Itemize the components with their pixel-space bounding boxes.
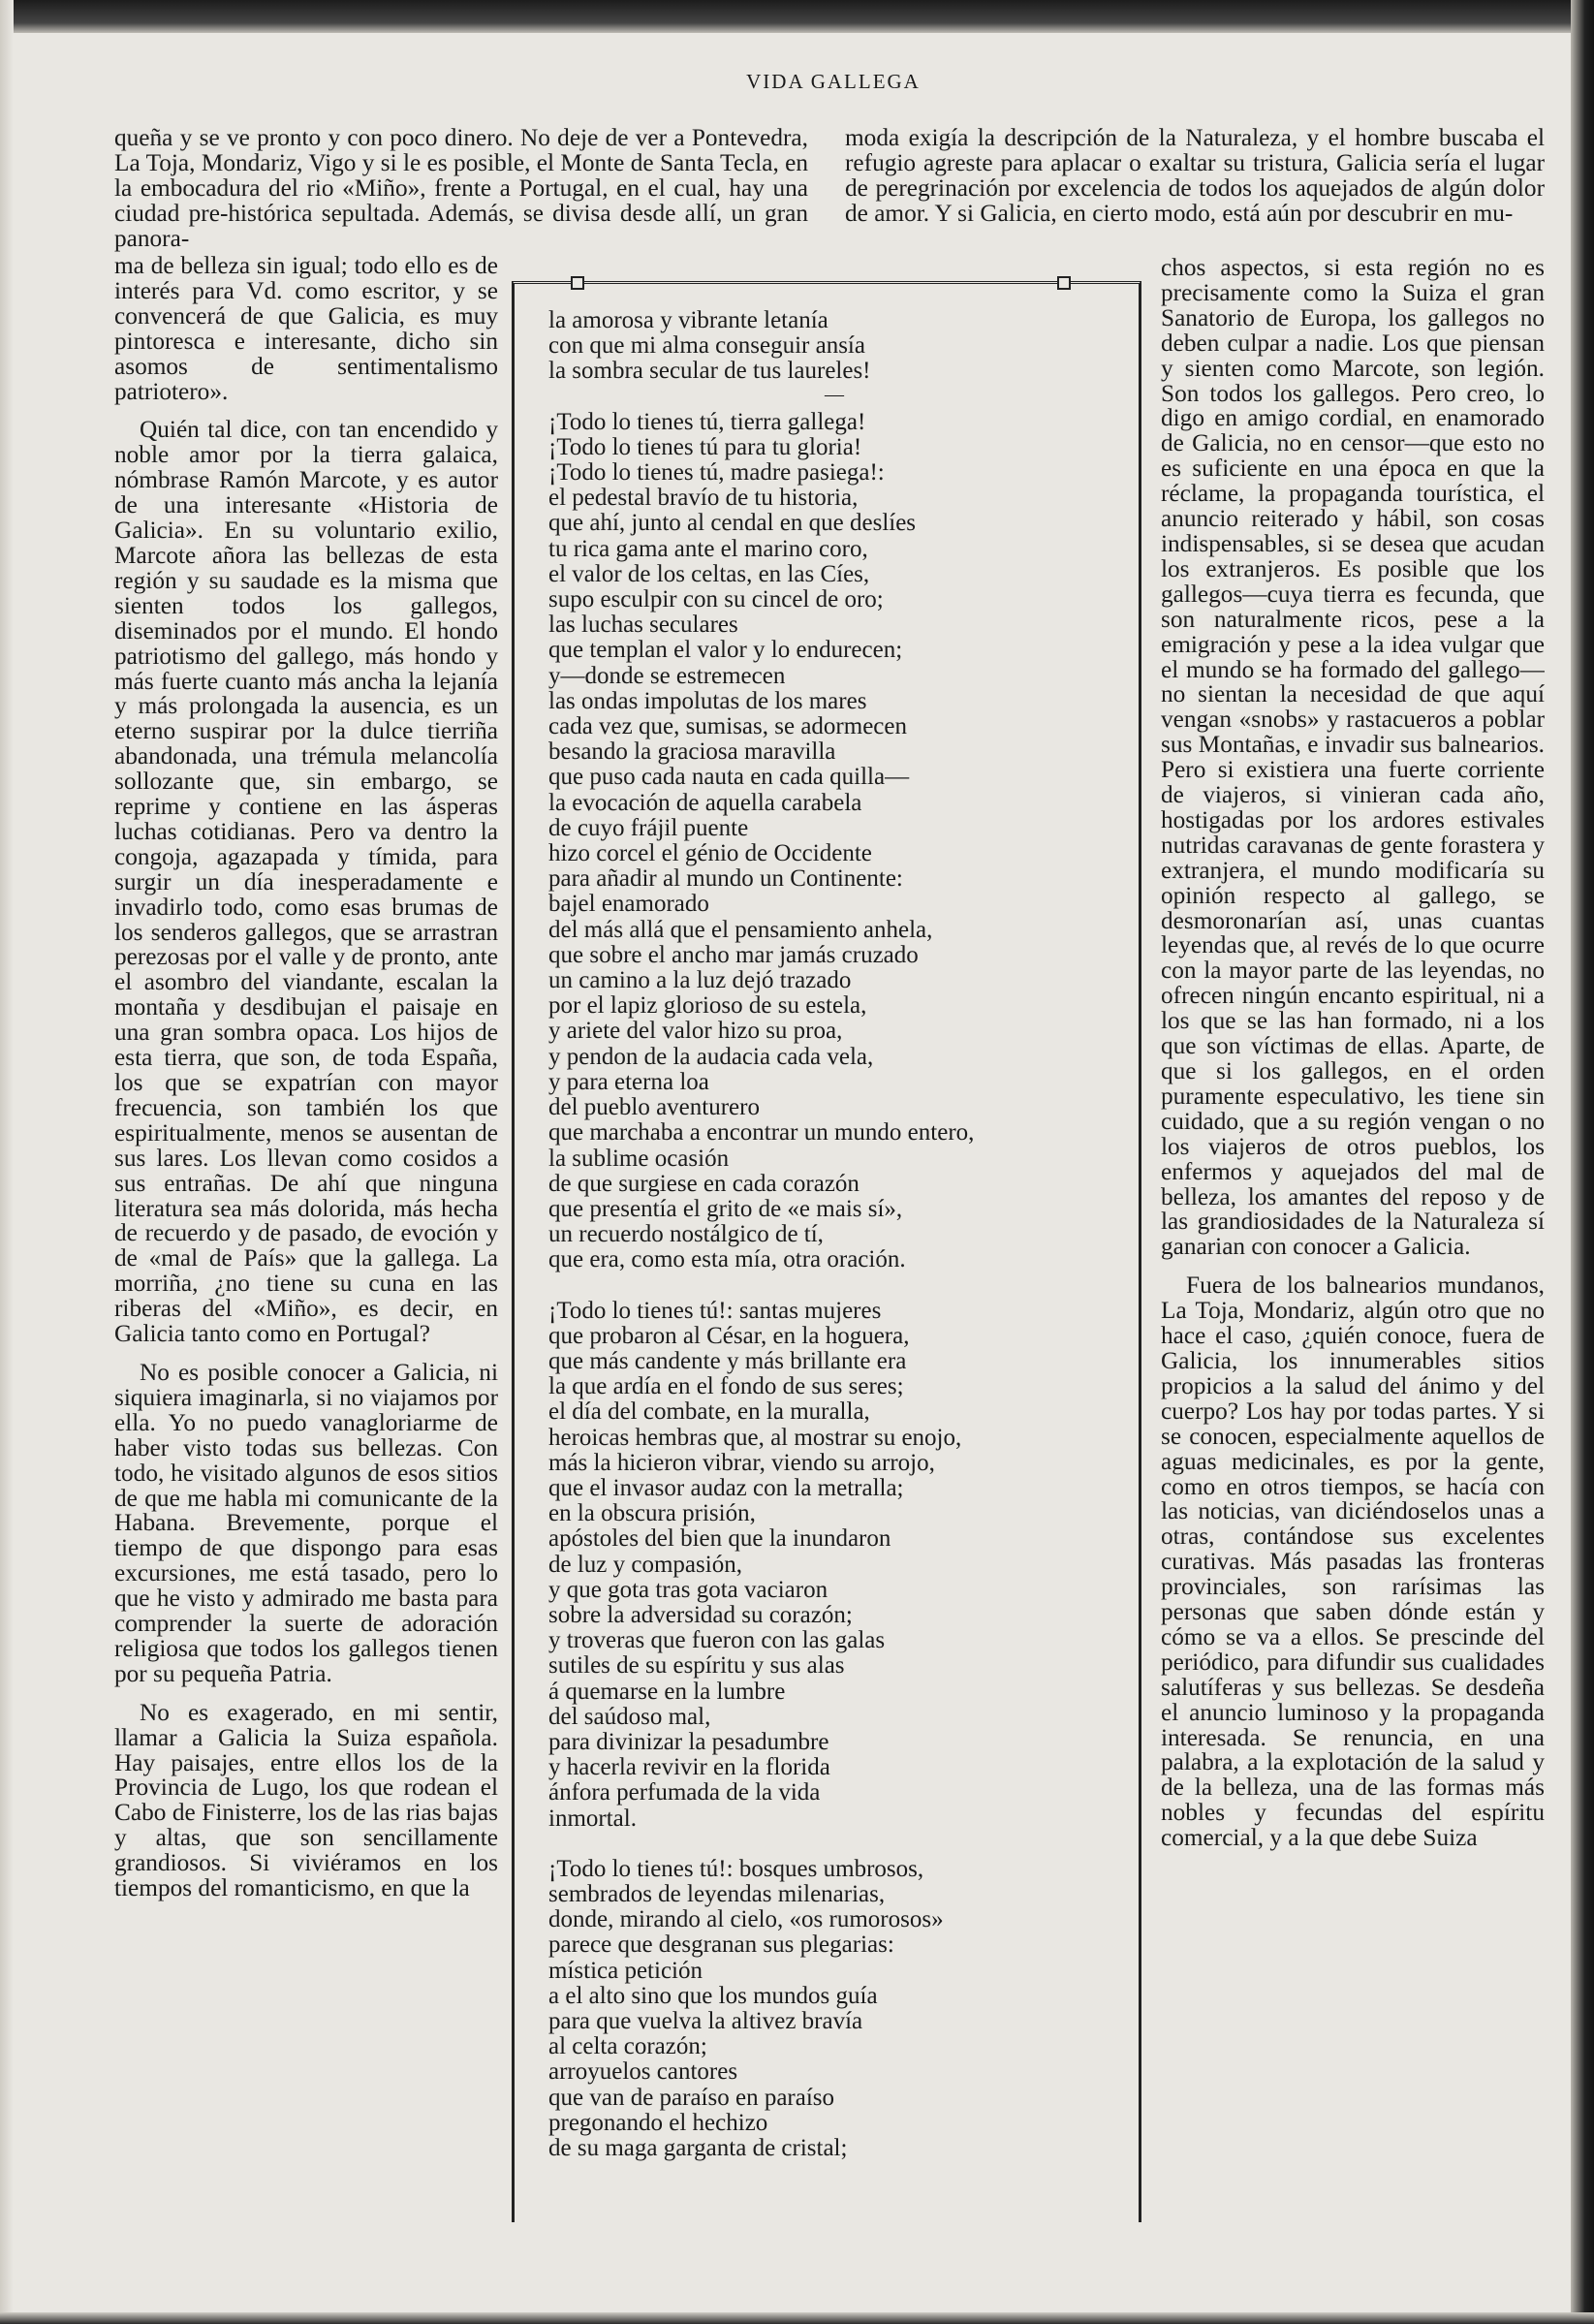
poem-line: cada vez que, sumisas, se adormecen [548,713,907,740]
poem-line: más la hicieron vibrar, viendo su arrojo, [548,1449,935,1476]
poem-line: sobre la adversidad su corazón; [548,1601,853,1628]
poem-line: ¡Todo lo tienes tú!: bosques umbrosos, [548,1855,924,1882]
poem-line: por el lapiz glorioso de su estela, [548,992,867,1020]
poem-line: a el alto sino que los mundos guía [548,1982,878,2009]
poem-line: donde, mirando al cielo, «os rumorosos» [548,1906,944,1933]
poem-line: besando la graciosa maravilla [548,738,836,766]
right-paragraph-1: chos aspectos, si esta región no es precisamente como la Suiza el gran Sanatorio de Europa, los gallegos no deben culpar a nadie. Los que piensan y sienten como Marcote, son legión. Son todos los gallegos. Pero creo, lo digo en amigo cordial, en enamorado de Galicia, no en censor—que esto no es suficiente en una época en que la réclame, la propaganda tourística, el anuncio reiterado y hábil, son cosas indispensables, si se desea que acudan los extranjeros. Es posible que los gallegos—cuya tierra es fecunda, que son naturalmente ricos, pese a la emigración y pese a la idea vulgar que el mundo se ha formado del gallego—no sientan la necesidad de que aquí vengan «snobs» y rastacueros a poblar sus Montañas, e invadir sus balnearios. Pero si existiera una fuerte corriente de viajeros, si vinieran cada año, hostigadas por los ardores estivales nutridas caravanas de gente forastera y extranjera, el mundo modificaría su opinión respecto al gallego, se desmoronarían así, unas cuantas leyendas que, al revés de lo que ocurre con la mayor parte de las leyendas, no ofrecen ningún encanto espiritual, ni a los que se las han formado, ni a los que son víctimas de ellas. Aparte, de que si los gallegos, en el orden puramente especulativo, les tiene sin cuidado, que a su región vengan o no los viajeros de otros pueblos, los enfermos y aquejados del mal de belleza, los amantes del reposo y de las grandiosidades de la Naturaleza sí ganarian con conocer a Galicia. [1161,256,1545,1261]
poem-line: y ariete del valor hizo su proa, [548,1018,843,1045]
poem-line: un recuerdo nostálgico de tí, [548,1221,824,1248]
poem-line: del saúdoso mal, [548,1703,711,1730]
left-paragraph-1: ma de belleza sin igual; todo ello es de interés para Vd. como escritor, y se convencerá de que Galicia, es muy pintoresca e interesante, dicho sin asomos de sentimentalismo patriotero». [114,254,498,405]
poem-line: pregonando el hechizo [548,2109,768,2136]
poem-line: de su maga garganta de cristal; [548,2135,848,2162]
poem-line: ¡Todo lo tienes tú para tu gloria! [548,433,862,460]
poem-line: y troveras que fueron con las galas [548,1627,886,1654]
poem-line: ánfora perfumada de la vida [548,1779,821,1806]
poem-line: parece que desgranan sus plegarias: [548,1931,894,1959]
frame-ornament [571,276,584,290]
poem-line: la evocación de aquella carabela [548,789,862,816]
poem-line: y que gota tras gota vaciaron [548,1576,828,1603]
poem-line: bajel enamorado [548,891,709,918]
left-paragraph-2: Quién tal dice, con tan encendido y noble amor por la tierra galaica, nómbrase Ramón Marcote, y es autor de una interesante «Historia de Galicia». En su voluntario exilio, Marcote añora las bellezas de esta región y su saudade es la misma que sienten todos los gallegos, diseminados por el mundo. El hondo patriotismo del gallego, más hondo y más fuerte cuanto más ancha la lejanía y más prolongada la ausencia, es un eterno suspirar por la dulce tierriña abandonada, una trémula melancolía sollozante que, sin embargo, se reprime y contiene en las ásperas luchas cotidianas. Pero va dentro la congoja, agazapada y tímida, para surgir un día inesperadamente e invadirlo todo, como esas brumas de los senderos gallegos, que se arrastran perezosas por el valle y de pronto, ante el asombro del viandante, escalan la montaña y desdibujan el paisaje en una gran sombra opaca. Los hijos de esta tierra, que son, de toda España, los que se expatrían con mayor frecuencia, son también los que espiritualmente, menos se ausentan de sus lares. Los llevan como cosidos a sus entrañas. De ahí que ninguna literatura sea más dolorida, más hecha de recuerdo y de pasado, de evoción y de «mal de País» que la gallega. La morriña, ¿no tiene su cuna en las riberas del «Miño», es decir, en Galicia tanto como en Portugal? [114,416,498,1348]
poem-line: que marchaba a encontrar un mundo entero, [548,1119,975,1146]
running-head: VIDA GALLEGA [746,70,921,93]
poem-line: en la obscura prisión, [548,1500,756,1527]
poem-line: mística petición [548,1957,703,1984]
poem-line: la amorosa y vibrante letanía [548,307,828,333]
poem-line: sembrados de leyendas milenarias, [548,1880,886,1907]
poem-line: ¡Todo lo tienes tú!: santas mujeres [548,1297,882,1324]
poem-line: la sublime ocasión [548,1145,730,1172]
page-edge-top [0,0,1594,33]
poem-stanza [548,410,1120,1273]
poem-line: un camino a la luz dejó trazado [548,967,852,994]
page-edge-left [0,0,14,2324]
poem-line: y hacerla revivir en la florida [548,1754,830,1781]
poem-line: que más candente y más brillante era [548,1347,907,1374]
poem-line: heroicas hembras que, al mostrar su enojo, [548,1424,962,1451]
poem-line: ¡Todo lo tienes tú, madre pasiega!: [548,459,885,487]
poem-line: de cuyo frájil puente [548,814,749,841]
left-paragraph-3: No es posible conocer a Galicia, ni siquiera imaginarla, si no viajamos por ella. Yo no puedo vanagloriarme de haber visto todas sus bellezas. Con todo, he visitado algunos de esos sitios de que me habla mi comunicante de la Habana. Brevemente, porque el tiempo de que dispongo para esas excursiones, me está tasado, pero lo que he visto y admirado me basta para comprender la suerte de adoración religiosa que todos los gallegos tienen por su pequeña Patria. [114,1358,498,1687]
poem-line: las ondas impolutas de los mares [548,687,867,714]
top-right-text [845,126,1545,252]
poem-line: el valor de los celtas, en las Cíes, [548,560,870,587]
poem-line: que puso cada nauta en cada quilla— [548,764,910,791]
poem-line: el pedestal bravío de tu historia, [548,485,859,512]
poem-line: para añadir al mundo un Continente: [548,865,903,893]
poem-line: que probaron al César, en la hoguera, [548,1322,910,1349]
poem-line: que sobre el ancho mar jamás cruzado [548,941,919,968]
poem-line: supo esculpir con su cincel de oro; [548,586,884,613]
stanza-separator: — [825,383,844,405]
poem-line: que era, como esta mía, otra oración. [548,1246,906,1273]
poem-line: que el invasor audaz con la metralla; [548,1474,904,1501]
poem-line: con que mi alma conseguir ansía [548,332,865,360]
poem-line: inmortal. [548,1805,637,1832]
frame-ornament [1057,276,1071,290]
poem-line: sutiles de su espíritu y sus alas [548,1652,845,1680]
poem-line: que templan el valor y lo endurecen; [548,637,903,664]
top-left-paragraph: queña y se ve pronto y con poco dinero. No deje de ver a Pontevedra, La Toja, Mondariz, Vigo y si le es posible, el Monte de Santa Tecla, en la embocadura del rio «Miño», frente a Portugal, en el cual, hay una ciudad pre-histórica sepultada. Además, se divisa desde allí, un gran panora- [114,126,808,252]
poem-line: y pendon de la audacia cada vela, [548,1043,874,1070]
poem-line: el día del combate, en la muralla, [548,1398,870,1426]
left-paragraph-4: No es exagerado, en mi sentir, llamar a Galicia la Suiza española. Hay paisajes, entre ellos los de la Provincia de Lugo, los que rodean el Cabo de Finisterre, los de las rias bajas y altas, que son sencillamente grandiosos. Si viviéramos en los tiempos del romanticismo, en que la [114,1698,498,1902]
poem-line: á quemarse en la lumbre [548,1678,786,1705]
poem-line: para que vuelva la altivez bravía [548,2008,863,2034]
poem-line: de que surgiese en cada corazón [548,1170,860,1197]
poem [548,308,1120,2161]
poem-stanza [548,308,1120,385]
poem-line: del más allá que el pensamiento anhela, [548,916,933,943]
poem-line: que ahí, junto al cendal en que deslíes [548,510,917,537]
top-right-paragraph: moda exigía la descripción de la Naturaleza, y el hombre buscaba el refugio agreste para aplacar o exaltar su tristura, Galicia sería el lugar de peregrinación por excelencia de todos los aquejados de algún dolor de amor. Y si Galicia, en cierto modo, está aún por descubrir en mu- [845,126,1545,227]
poem-stanza [548,1299,1120,1832]
right-paragraph-2: Fuera de los balnearios mundanos, La Toja, Mondariz, algún otro que no hace el caso, ¿quién conoce, fuera de Galicia, los innumerables sitios propicios a la salud del ánimo y del cuerpo? Los hay por todas partes. Y si se conocen, especialmente aquellos de aguas medicinales, es por la gente, como en otros tiempos, se hacía con las noticias, van diciéndoselos unas a otras, contándose sus excelentes curativas. Más pasadas las fronteras provinciales, son rarísimas las personas que saben dónde están y cómo se va a ellos. Se prescinde del periódico, para difundir sus cualidades salutíferas y sus bellezas. Se desdeña el anuncio luminoso y la propaganda interesada. Se renuncia, en una palabra, a la explotación de la salud y de la belleza, una de las formas más nobles y fecundas del espíritu comercial, y a la que debe Suiza [1161,1272,1545,1852]
poem-line: que presentía el grito de «e mais sí», [548,1195,903,1222]
poem-line: para divinizar la pesadumbre [548,1728,829,1755]
page-edge-right [1571,0,1594,2324]
poem-line: que van de paraíso en paraíso [548,2084,835,2111]
right-column [1161,256,1545,2204]
poem-line: la sombra secular de tus laureles! [548,358,871,385]
poem-line: arroyuelos cantores [548,2058,738,2086]
poem-stanza [548,1857,1120,2161]
poem-line: y—donde se estremecen [548,662,786,689]
poem-line: de luz y compasión, [548,1551,742,1578]
poem-line: y para eterna loa [548,1068,709,1095]
page-edge-bottom [0,2312,1594,2324]
poem-line: al celta corazón; [548,2033,707,2060]
poem-line: del pueblo aventurero [548,1094,760,1121]
left-column [114,254,498,2202]
poem-line: las luchas seculares [548,612,738,639]
top-left-text [114,126,808,252]
poem-line: hizo corcel el génio de Occidente [548,840,872,867]
poem-line: tu rica gama ante el marino coro, [548,535,868,562]
poem-line: apóstoles del bien que la inundaron [548,1525,891,1553]
poem-line: la que ardía en el fondo de sus seres; [548,1373,904,1400]
poem-line: ¡Todo lo tienes tú, tierra gallega! [548,408,866,435]
